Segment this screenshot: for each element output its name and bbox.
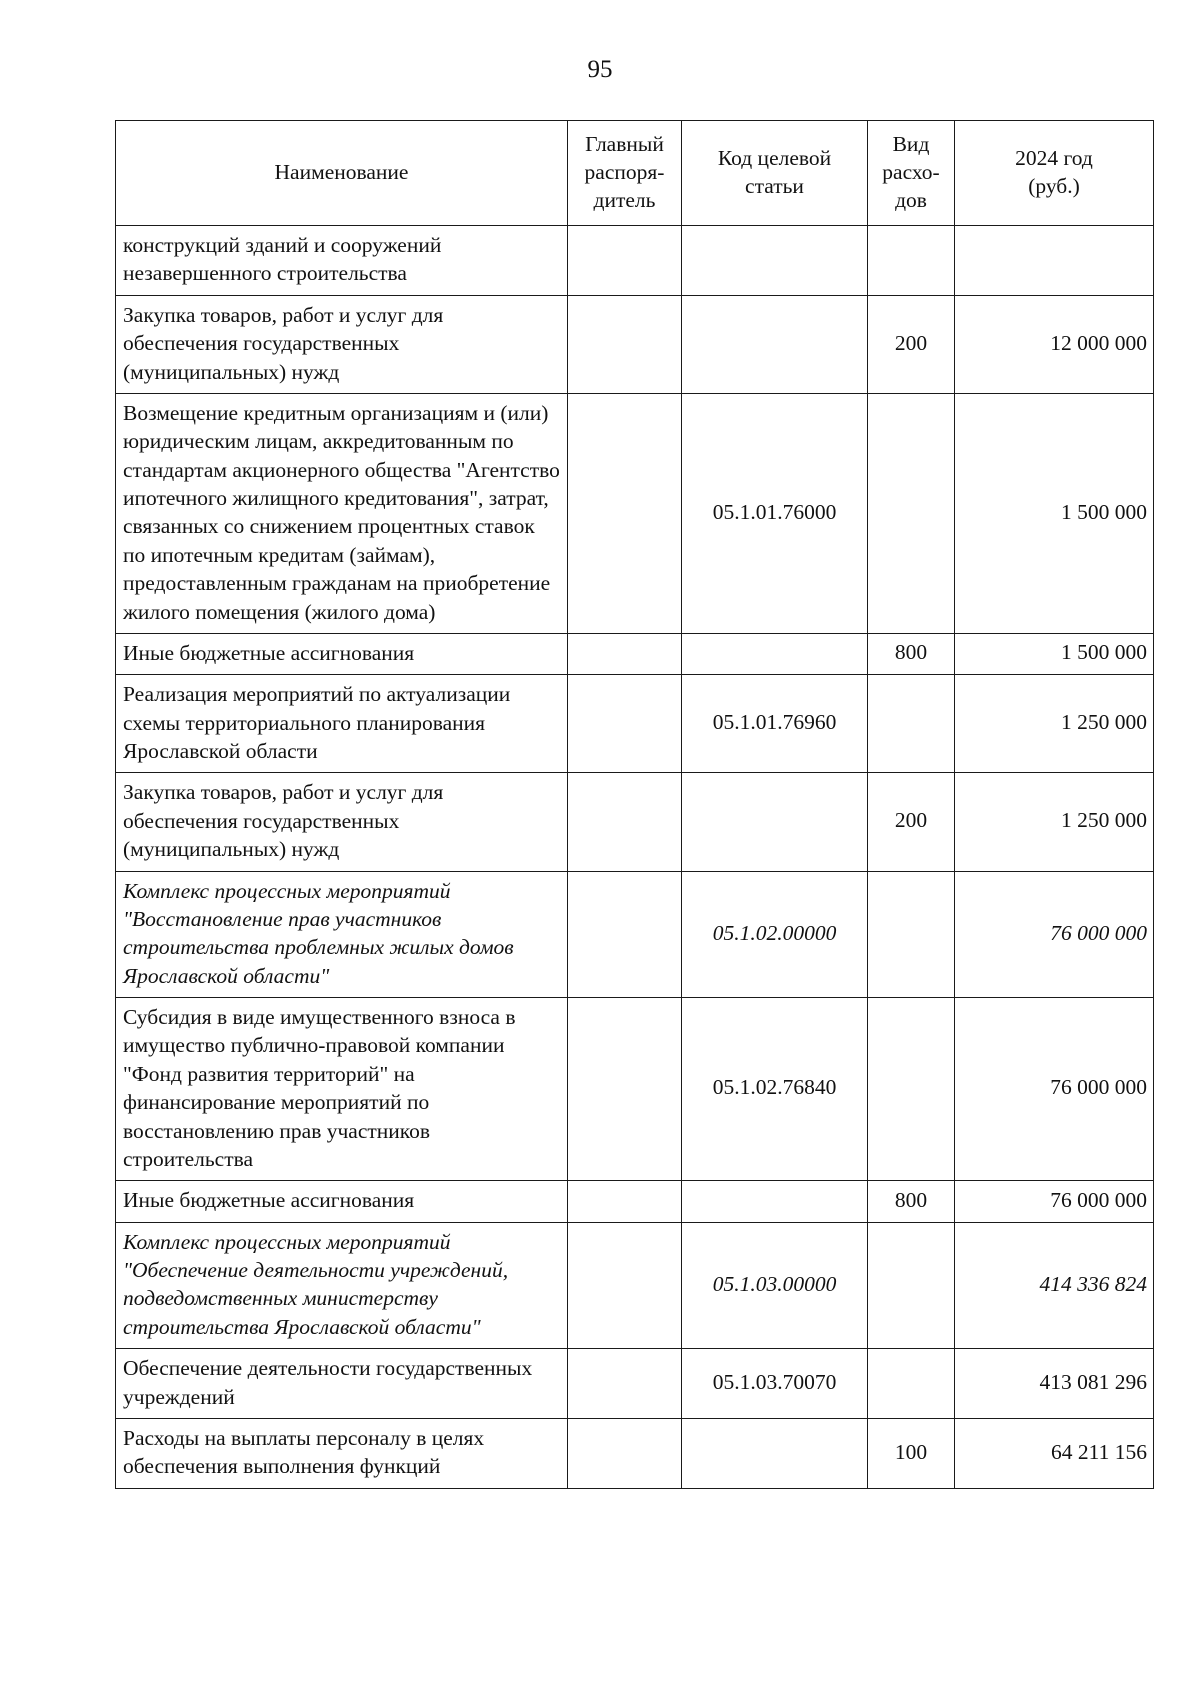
header-manager: Главный распоря- дитель: [568, 121, 682, 226]
cell-type: 100: [868, 1418, 955, 1488]
cell-type: [868, 1349, 955, 1419]
cell-name: Закупка товаров, работ и услуг для обеспечения государственных (муниципальных) нужд: [116, 773, 568, 871]
cell-amount: [955, 226, 1154, 296]
cell-amount: 1 500 000: [955, 393, 1154, 633]
cell-amount: 76 000 000: [955, 998, 1154, 1181]
header-code: Код целевой статьи: [682, 121, 868, 226]
cell-name: Закупка товаров, работ и услуг для обеспечения государственных (муниципальных) нужд: [116, 295, 568, 393]
cell-manager: [568, 633, 682, 674]
cell-type: [868, 871, 955, 998]
cell-type: [868, 998, 955, 1181]
cell-code: 05.1.03.00000: [682, 1222, 868, 1349]
cell-amount: 76 000 000: [955, 871, 1154, 998]
cell-code: [682, 1418, 868, 1488]
header-amount: 2024 год (руб.): [955, 121, 1154, 226]
cell-name: Расходы на выплаты персоналу в целях обеспечения выполнения функций: [116, 1418, 568, 1488]
cell-type: [868, 226, 955, 296]
cell-type: [868, 1222, 955, 1349]
cell-name: Обеспечение деятельности государственных учреждений: [116, 1349, 568, 1419]
cell-manager: [568, 675, 682, 773]
table-row: [116, 1222, 1154, 1349]
table-row: [116, 998, 1154, 1181]
table-body: [116, 226, 1154, 1489]
cell-code: 05.1.03.70070: [682, 1349, 868, 1419]
cell-name: конструкций зданий и сооружений незавершенного строительства: [116, 226, 568, 296]
cell-manager: [568, 998, 682, 1181]
table-header: [116, 121, 1154, 226]
cell-manager: [568, 773, 682, 871]
cell-type: 200: [868, 773, 955, 871]
cell-name: Субсидия в виде имущественного взноса в имущество публично-правовой компании "Фонд развития территорий" на финансирование мероприятий по восстановлению прав участников строительства: [116, 998, 568, 1181]
cell-amount: 414 336 824: [955, 1222, 1154, 1349]
table-row: [116, 871, 1154, 998]
cell-amount: 1 250 000: [955, 773, 1154, 871]
cell-code: 05.1.01.76000: [682, 393, 868, 633]
cell-manager: [568, 1349, 682, 1419]
header-row: [116, 121, 1154, 226]
cell-amount: 12 000 000: [955, 295, 1154, 393]
cell-type: 200: [868, 295, 955, 393]
table-row: [116, 226, 1154, 296]
table-row: [116, 1418, 1154, 1488]
header-name: Наименование: [116, 121, 568, 226]
table-row: [116, 675, 1154, 773]
table-row: [116, 633, 1154, 674]
header-type: Вид расхо- дов: [868, 121, 955, 226]
cell-amount: 64 211 156: [955, 1418, 1154, 1488]
cell-type: [868, 675, 955, 773]
cell-manager: [568, 1418, 682, 1488]
cell-code: [682, 295, 868, 393]
table-row: [116, 773, 1154, 871]
cell-manager: [568, 393, 682, 633]
cell-code: [682, 633, 868, 674]
budget-table: [115, 120, 1154, 1489]
page-number: 95: [587, 56, 613, 83]
cell-name: Реализация мероприятий по актуализации схемы территориального планирования Ярославской области: [116, 675, 568, 773]
cell-type: [868, 393, 955, 633]
cell-code: 05.1.02.00000: [682, 871, 868, 998]
cell-amount: 76 000 000: [955, 1181, 1154, 1222]
table-row: [116, 1349, 1154, 1419]
cell-name: Комплекс процессных мероприятий "Восстановление прав участников строительства проблемных жилых домов Ярославской области": [116, 871, 568, 998]
cell-code: [682, 226, 868, 296]
cell-manager: [568, 1222, 682, 1349]
cell-manager: [568, 871, 682, 998]
cell-type: 800: [868, 1181, 955, 1222]
cell-type: 800: [868, 633, 955, 674]
table-row: [116, 393, 1154, 633]
cell-name: Иные бюджетные ассигнования: [116, 1181, 568, 1222]
cell-amount: 413 081 296: [955, 1349, 1154, 1419]
cell-manager: [568, 295, 682, 393]
cell-code: 05.1.01.76960: [682, 675, 868, 773]
cell-name: Комплекс процессных мероприятий "Обеспечение деятельности учреждений, подведомственных министерству строительства Ярославской области": [116, 1222, 568, 1349]
cell-name: Иные бюджетные ассигнования: [116, 633, 568, 674]
cell-code: [682, 773, 868, 871]
cell-manager: [568, 1181, 682, 1222]
table-row: [116, 295, 1154, 393]
cell-name: Возмещение кредитным организациям и (или) юридическим лицам, аккредитованным по стандартам акционерного общества "Агентство ипотечного жилищного кредитования", затрат, связанных со снижением процентных ставок по ипотечным кредитам (займам), предоставленным гражданам на приобретение жилого помещения (жилого дома): [116, 393, 568, 633]
cell-amount: 1 500 000: [955, 633, 1154, 674]
cell-amount: 1 250 000: [955, 675, 1154, 773]
cell-code: [682, 1181, 868, 1222]
cell-code: 05.1.02.76840: [682, 998, 868, 1181]
table-row: [116, 1181, 1154, 1222]
cell-manager: [568, 226, 682, 296]
